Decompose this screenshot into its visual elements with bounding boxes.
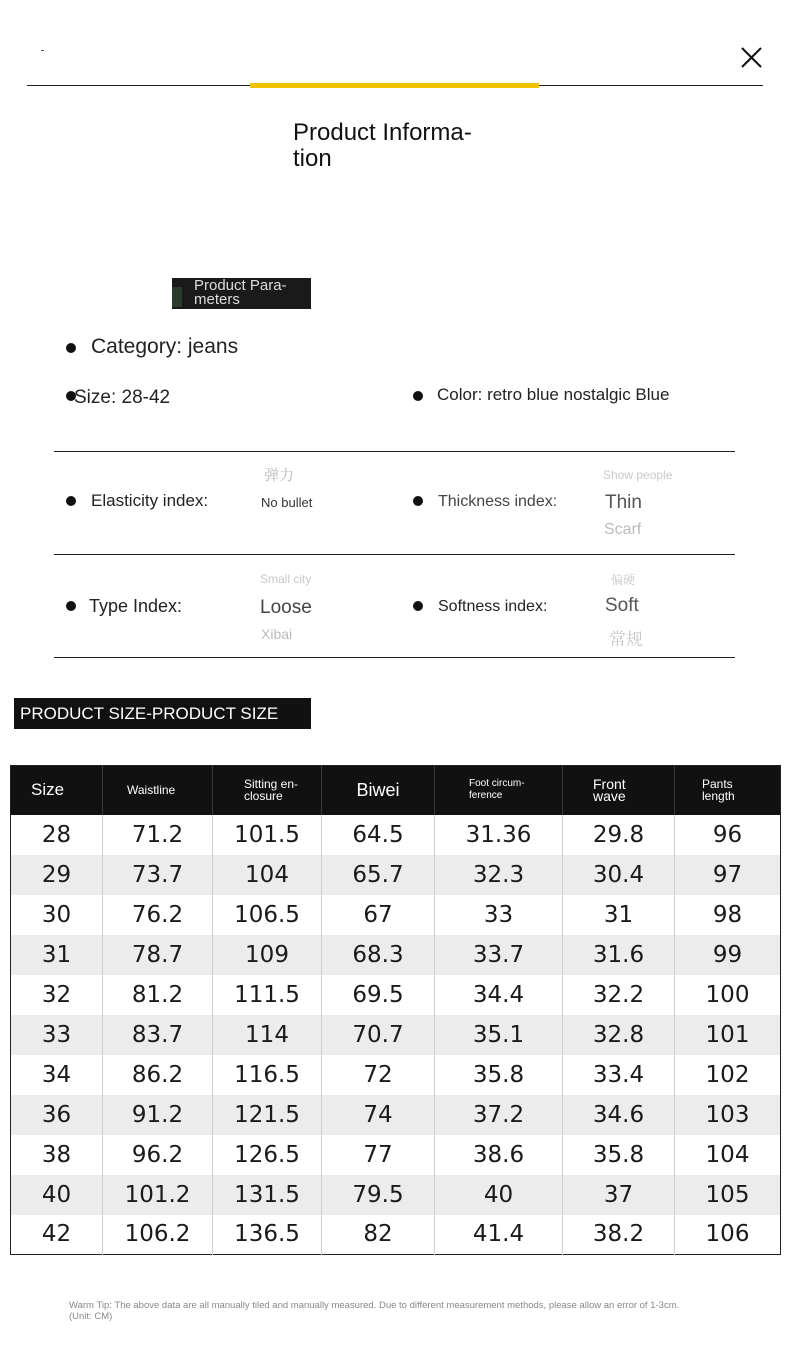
product-size-tag: PRODUCT SIZE-PRODUCT SIZE — [14, 698, 311, 729]
elasticity-faint-caption: 弹力 — [264, 467, 295, 484]
table-cell: 136.5 — [213, 1215, 322, 1255]
table-cell: 31 — [563, 895, 675, 935]
softness-label: Softness index: — [438, 598, 548, 615]
table-cell: 86.2 — [103, 1055, 213, 1095]
table-cell: 32.8 — [563, 1015, 675, 1055]
table-cell: 32.2 — [563, 975, 675, 1015]
softness-secondary-value: 常规 — [609, 630, 643, 649]
table-cell: 40 — [11, 1175, 103, 1215]
table-cell: 96.2 — [103, 1135, 213, 1175]
column-header: Size — [11, 766, 103, 815]
color-text: Color: retro blue nostalgic Blue — [437, 385, 670, 404]
table-cell: 42 — [11, 1215, 103, 1255]
column-header: Sitting en- closure — [213, 766, 322, 815]
table-cell: 38.2 — [563, 1215, 675, 1255]
table-cell: 33 — [435, 895, 563, 935]
table-row — [11, 855, 781, 895]
table-cell: 41.4 — [435, 1215, 563, 1255]
corner-mark — [41, 50, 44, 51]
table-cell: 73.7 — [103, 855, 213, 895]
table-cell: 105 — [675, 1175, 781, 1215]
table-cell: 70.7 — [322, 1015, 435, 1055]
softness-value: Soft — [605, 595, 639, 616]
table-cell: 101.2 — [103, 1175, 213, 1215]
section-divider — [54, 657, 735, 658]
table-cell: 77 — [322, 1135, 435, 1175]
table-cell: 131.5 — [213, 1175, 322, 1215]
table-cell: 37 — [563, 1175, 675, 1215]
table-cell: 100 — [705, 981, 750, 1008]
table-cell: 116.5 — [213, 1055, 322, 1095]
table-cell: 79.5 — [322, 1175, 435, 1215]
column-header: Foot circum- ference — [435, 766, 563, 815]
type-faint-caption: Small city — [260, 572, 312, 586]
table-cell: 38 — [11, 1135, 103, 1175]
table-cell: 31.6 — [563, 935, 675, 975]
table-row — [11, 935, 781, 975]
elasticity-label: Elasticity index: — [91, 491, 209, 510]
table-cell: 38.6 — [435, 1135, 563, 1175]
table-cell: 81.2 — [103, 975, 213, 1015]
warm-tip-text: Warm Tip: The above data are all manually tiled and manually measured. Due to different measurement methods, please allow an error of 1-3cm. (Unit: CM) — [69, 1300, 680, 1322]
table-cell: 97 — [675, 855, 781, 895]
table-row — [11, 975, 781, 1015]
table-cell: 31.36 — [435, 815, 563, 855]
table-cell: 76.2 — [103, 895, 213, 935]
bullet-icon — [66, 343, 76, 353]
table-row — [11, 1095, 781, 1135]
thickness-value: Thin — [605, 492, 642, 513]
table-cell: 102 — [705, 1061, 750, 1088]
table-cell: 91.2 — [103, 1095, 213, 1135]
table-row — [11, 815, 781, 855]
table-cell: 83.7 — [103, 1015, 213, 1055]
table-cell: 30 — [11, 895, 103, 935]
thickness-secondary-value: Scarf — [604, 521, 642, 538]
table-cell: 33 — [11, 1015, 103, 1055]
table-cell: 82 — [322, 1215, 435, 1255]
table-cell: 35.8 — [435, 1055, 563, 1095]
table-cell: 35.8 — [563, 1135, 675, 1175]
softness-faint-caption: 偏硬 — [611, 573, 636, 587]
table-header-row — [11, 766, 781, 815]
table-cell: 30.4 — [563, 855, 675, 895]
table-cell: 96 — [712, 821, 743, 848]
column-header: Waistline — [103, 766, 213, 815]
type-value: Loose — [260, 597, 312, 618]
table-cell: 69.5 — [322, 975, 435, 1015]
bullet-icon — [413, 391, 423, 401]
table-cell: 74 — [322, 1095, 435, 1135]
header-accent-bar — [250, 83, 539, 88]
table-cell: 103 — [675, 1095, 781, 1135]
table-cell: 32.3 — [435, 855, 563, 895]
table-cell: 67 — [322, 895, 435, 935]
table-cell: 31 — [11, 935, 103, 975]
table-cell: 106.2 — [103, 1215, 213, 1255]
table-cell: 29 — [11, 855, 103, 895]
table-cell: 106.5 — [213, 895, 322, 935]
table-cell: 28 — [11, 815, 103, 855]
page-title: Product Informa- tion — [293, 119, 472, 172]
elasticity-value: No bullet — [261, 495, 313, 510]
table-cell: 126.5 — [213, 1135, 322, 1175]
table-cell: 29.8 — [563, 815, 675, 855]
size-range-text: Size: 28-42 — [74, 387, 171, 408]
bullet-icon — [413, 496, 423, 506]
tag-marker — [172, 287, 182, 307]
table-cell: 68.3 — [322, 935, 435, 975]
column-header: Pants length — [675, 766, 781, 815]
table-cell: 114 — [213, 1015, 322, 1055]
table-cell: 109 — [213, 935, 322, 975]
thickness-label: Thickness index: — [438, 493, 558, 510]
table-cell: 65.7 — [322, 855, 435, 895]
table-cell: 106 — [705, 1221, 750, 1248]
type-label: Type Index: — [89, 596, 183, 616]
table-row — [11, 1055, 781, 1095]
table-cell: 111.5 — [213, 975, 322, 1015]
table-cell: 35.1 — [435, 1015, 563, 1055]
section-divider — [54, 451, 735, 452]
table-row — [11, 1175, 781, 1215]
table-cell: 98 — [712, 901, 743, 928]
table-cell: 72 — [322, 1055, 435, 1095]
table-cell: 99 — [675, 935, 781, 975]
column-header: Front wave — [563, 766, 675, 815]
table-row — [11, 1215, 781, 1255]
table-cell: 78.7 — [103, 935, 213, 975]
table-cell: 71.2 — [103, 815, 213, 855]
thickness-faint-caption: Show people — [603, 468, 673, 482]
table-cell: 34.4 — [435, 975, 563, 1015]
table-cell: 34 — [11, 1055, 103, 1095]
table-cell: 101 — [675, 1015, 781, 1055]
table-cell: 104 — [213, 855, 322, 895]
product-parameters-label: Product Para- meters — [194, 277, 287, 308]
section-divider — [54, 554, 735, 555]
column-header: Biwei — [322, 766, 435, 815]
table-cell: 32 — [11, 975, 103, 1015]
table-cell: 40 — [435, 1175, 563, 1215]
table-cell: 34.6 — [563, 1095, 675, 1135]
type-secondary-value: Xibai — [261, 626, 293, 642]
close-icon[interactable] — [736, 43, 766, 73]
product-parameters-tag — [172, 278, 311, 309]
table-row — [11, 1135, 781, 1175]
bullet-icon — [413, 601, 423, 611]
table-cell: 36 — [11, 1095, 103, 1135]
category-text: Category: jeans — [91, 335, 239, 358]
table-cell: 101.5 — [213, 815, 322, 855]
table-row — [11, 1015, 781, 1055]
size-table — [10, 765, 781, 1255]
table-cell: 64.5 — [322, 815, 435, 855]
table-cell: 33.7 — [435, 935, 563, 975]
table-cell: 37.2 — [435, 1095, 563, 1135]
bullet-icon — [66, 601, 76, 611]
table-cell: 121.5 — [213, 1095, 322, 1135]
table-cell: 33.4 — [563, 1055, 675, 1095]
bullet-icon — [66, 496, 76, 506]
table-cell: 104 — [705, 1141, 750, 1168]
table-row — [11, 895, 781, 935]
